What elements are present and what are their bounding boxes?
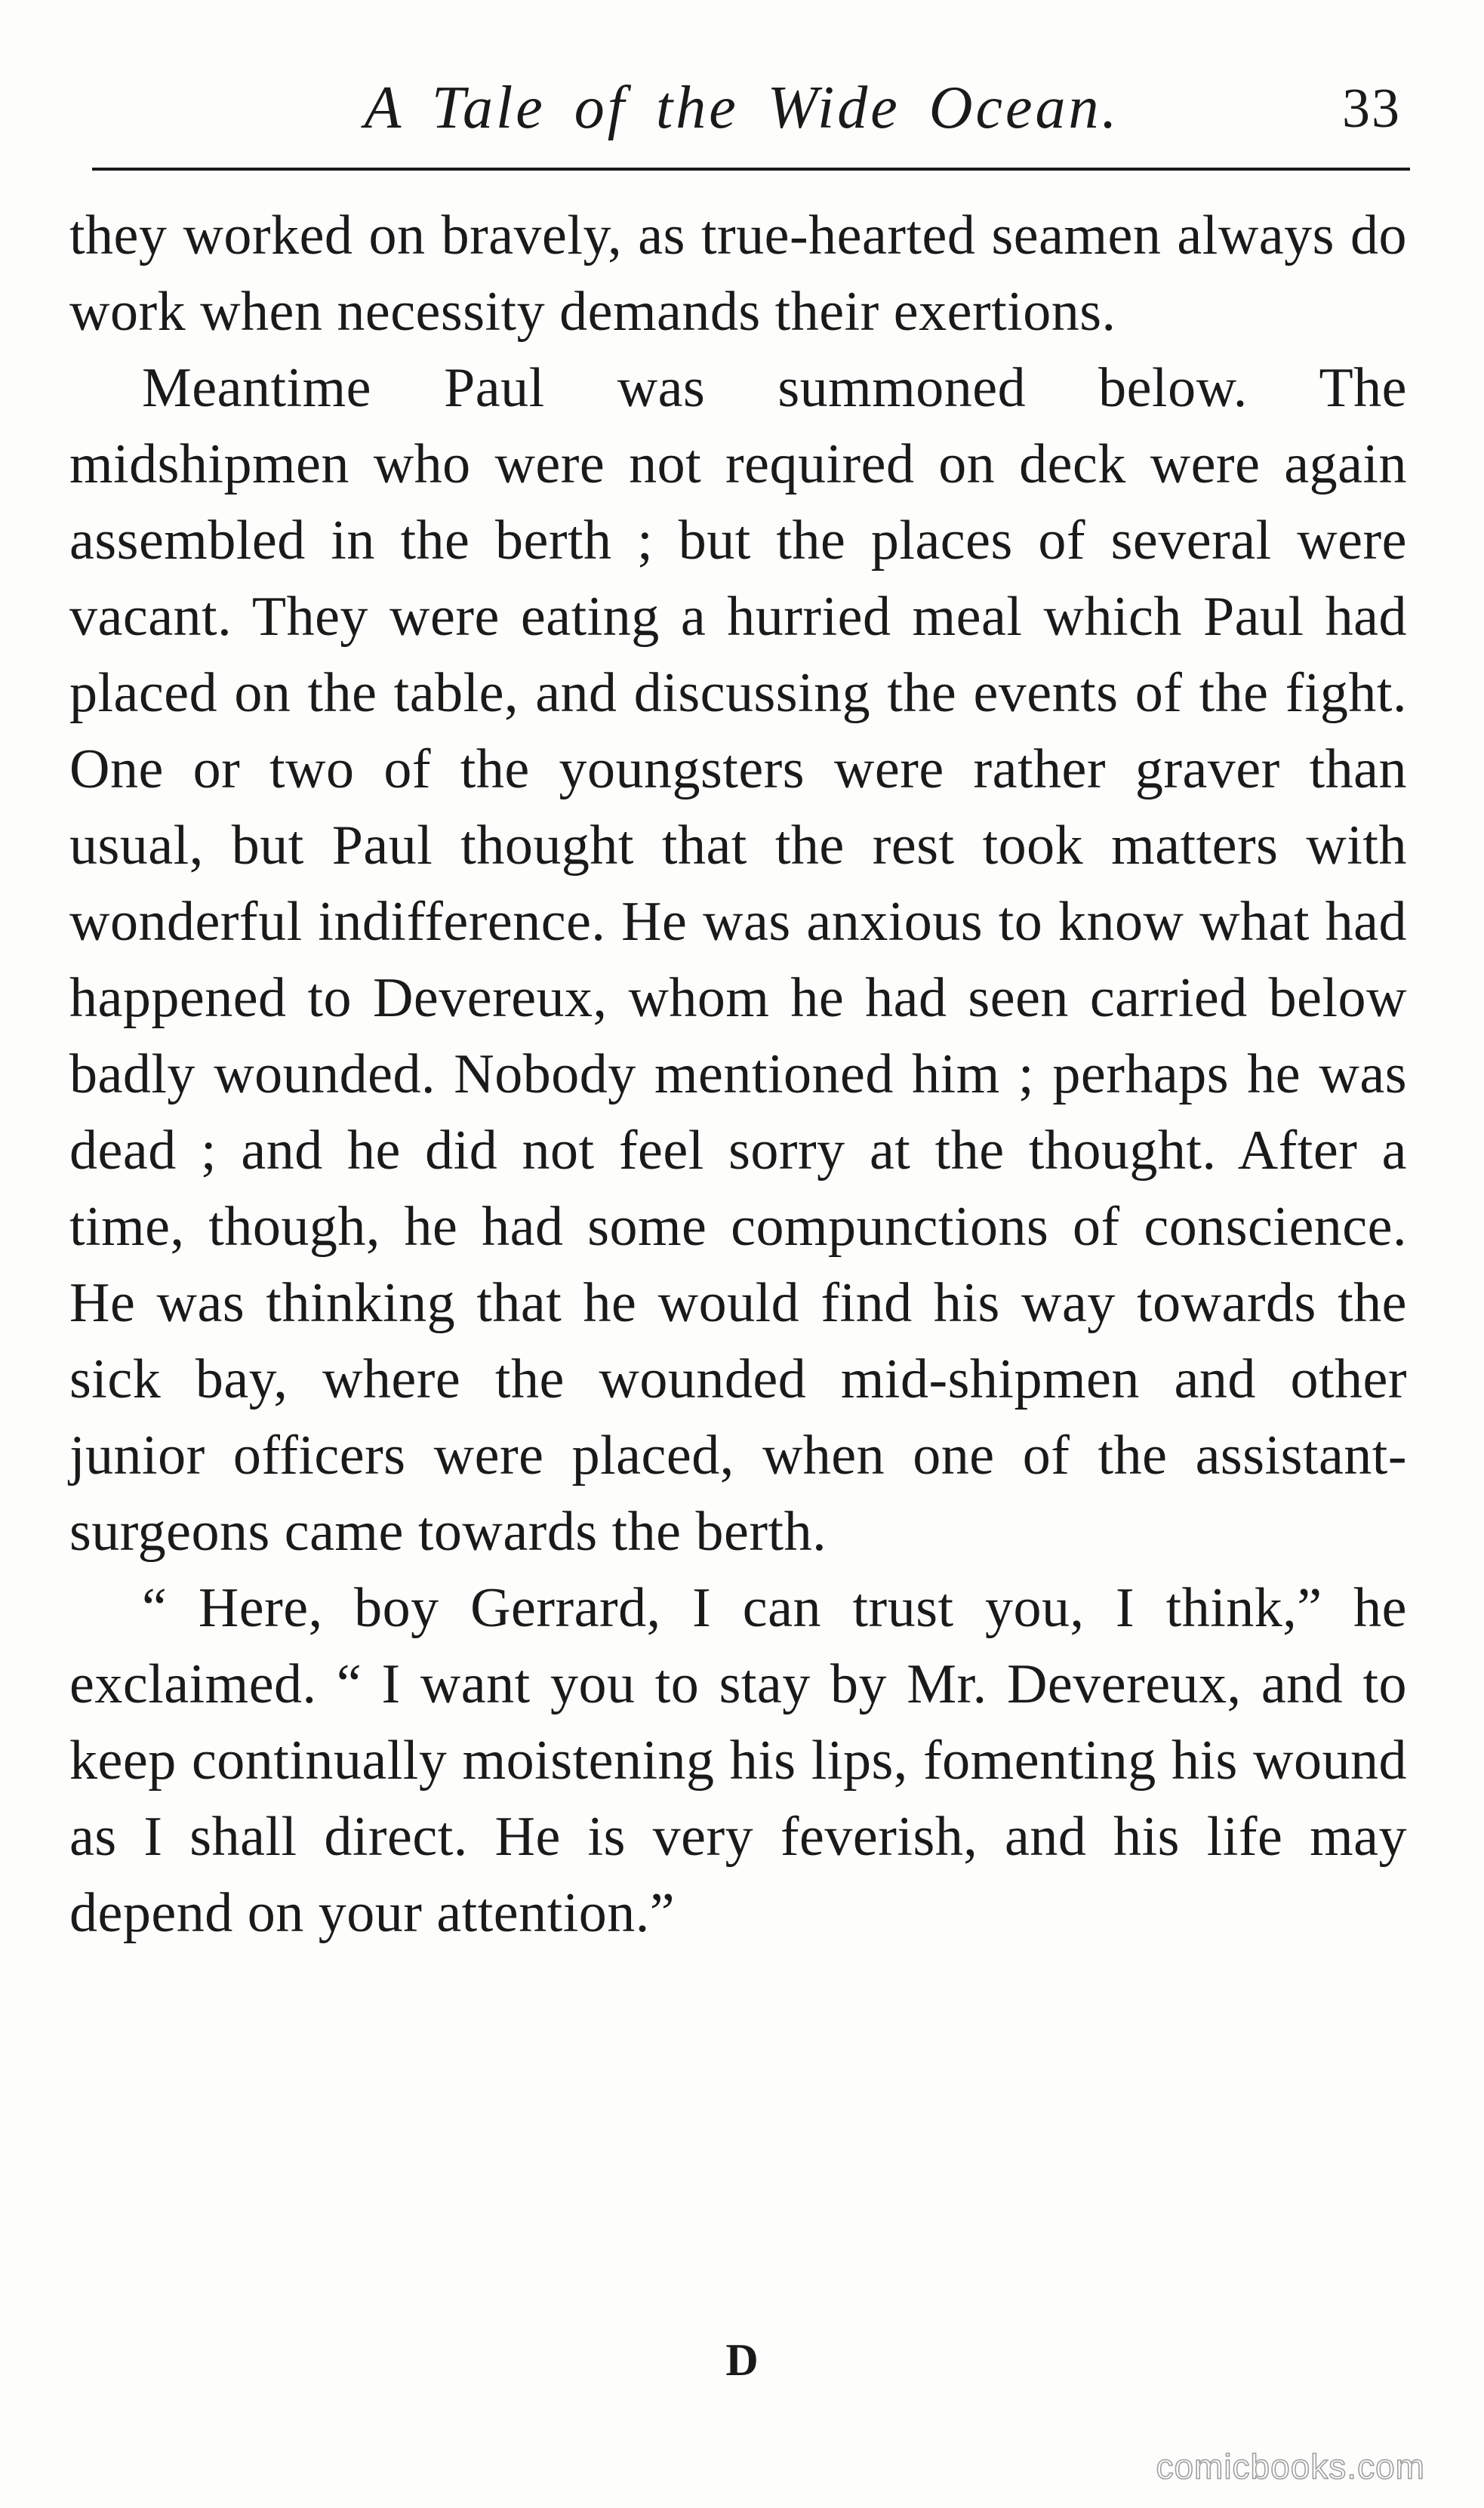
signature-mark: D [725, 2335, 759, 2385]
paragraph-1: they worked on bravely, as true-hearted seamen always do work when necessity demands their exertions. [69, 205, 1407, 343]
body-text [69, 198, 1407, 1952]
header-rule [92, 168, 1410, 171]
running-head [72, 59, 1412, 149]
paragraph-3: “ Here, boy Gerrard, I can trust you, I think,” he exclaimed. “ I want you to stay by Mr. Devereux, and to keep continually moistening his lips, fomenting his wound as I shall direct. He is very feverish, and his life may depend on your attention.” [69, 1577, 1407, 1944]
paragraph-2: Meantime Paul was summoned below. The midshipmen who were not required on deck were again assembled in the berth ; but the places of several were vacant. They were eating a hurried meal which Paul had placed on the table, and discussing the events of the fight. One or two of the youngsters were rather graver than usual, but Paul thought that the rest took matters with wonderful indifference. He was anxious to know what had happened to Devereux, whom he had seen carried below badly wounded. Nobody mentioned him ; perhaps he was dead ; and he did not feel sorry at the thought. After a time, though, he had some compunctions of conscience. He was thinking that he would find his way towards the sick bay, where the wounded mid-shipmen and other junior officers were placed, when one of the assistant-surgeons came towards the berth. [69, 357, 1407, 1563]
watermark: comicbooks.com [1156, 2447, 1425, 2486]
running-title: A Tale of the Wide Ocean. [364, 75, 1120, 141]
page-number: 33 [1342, 78, 1401, 140]
